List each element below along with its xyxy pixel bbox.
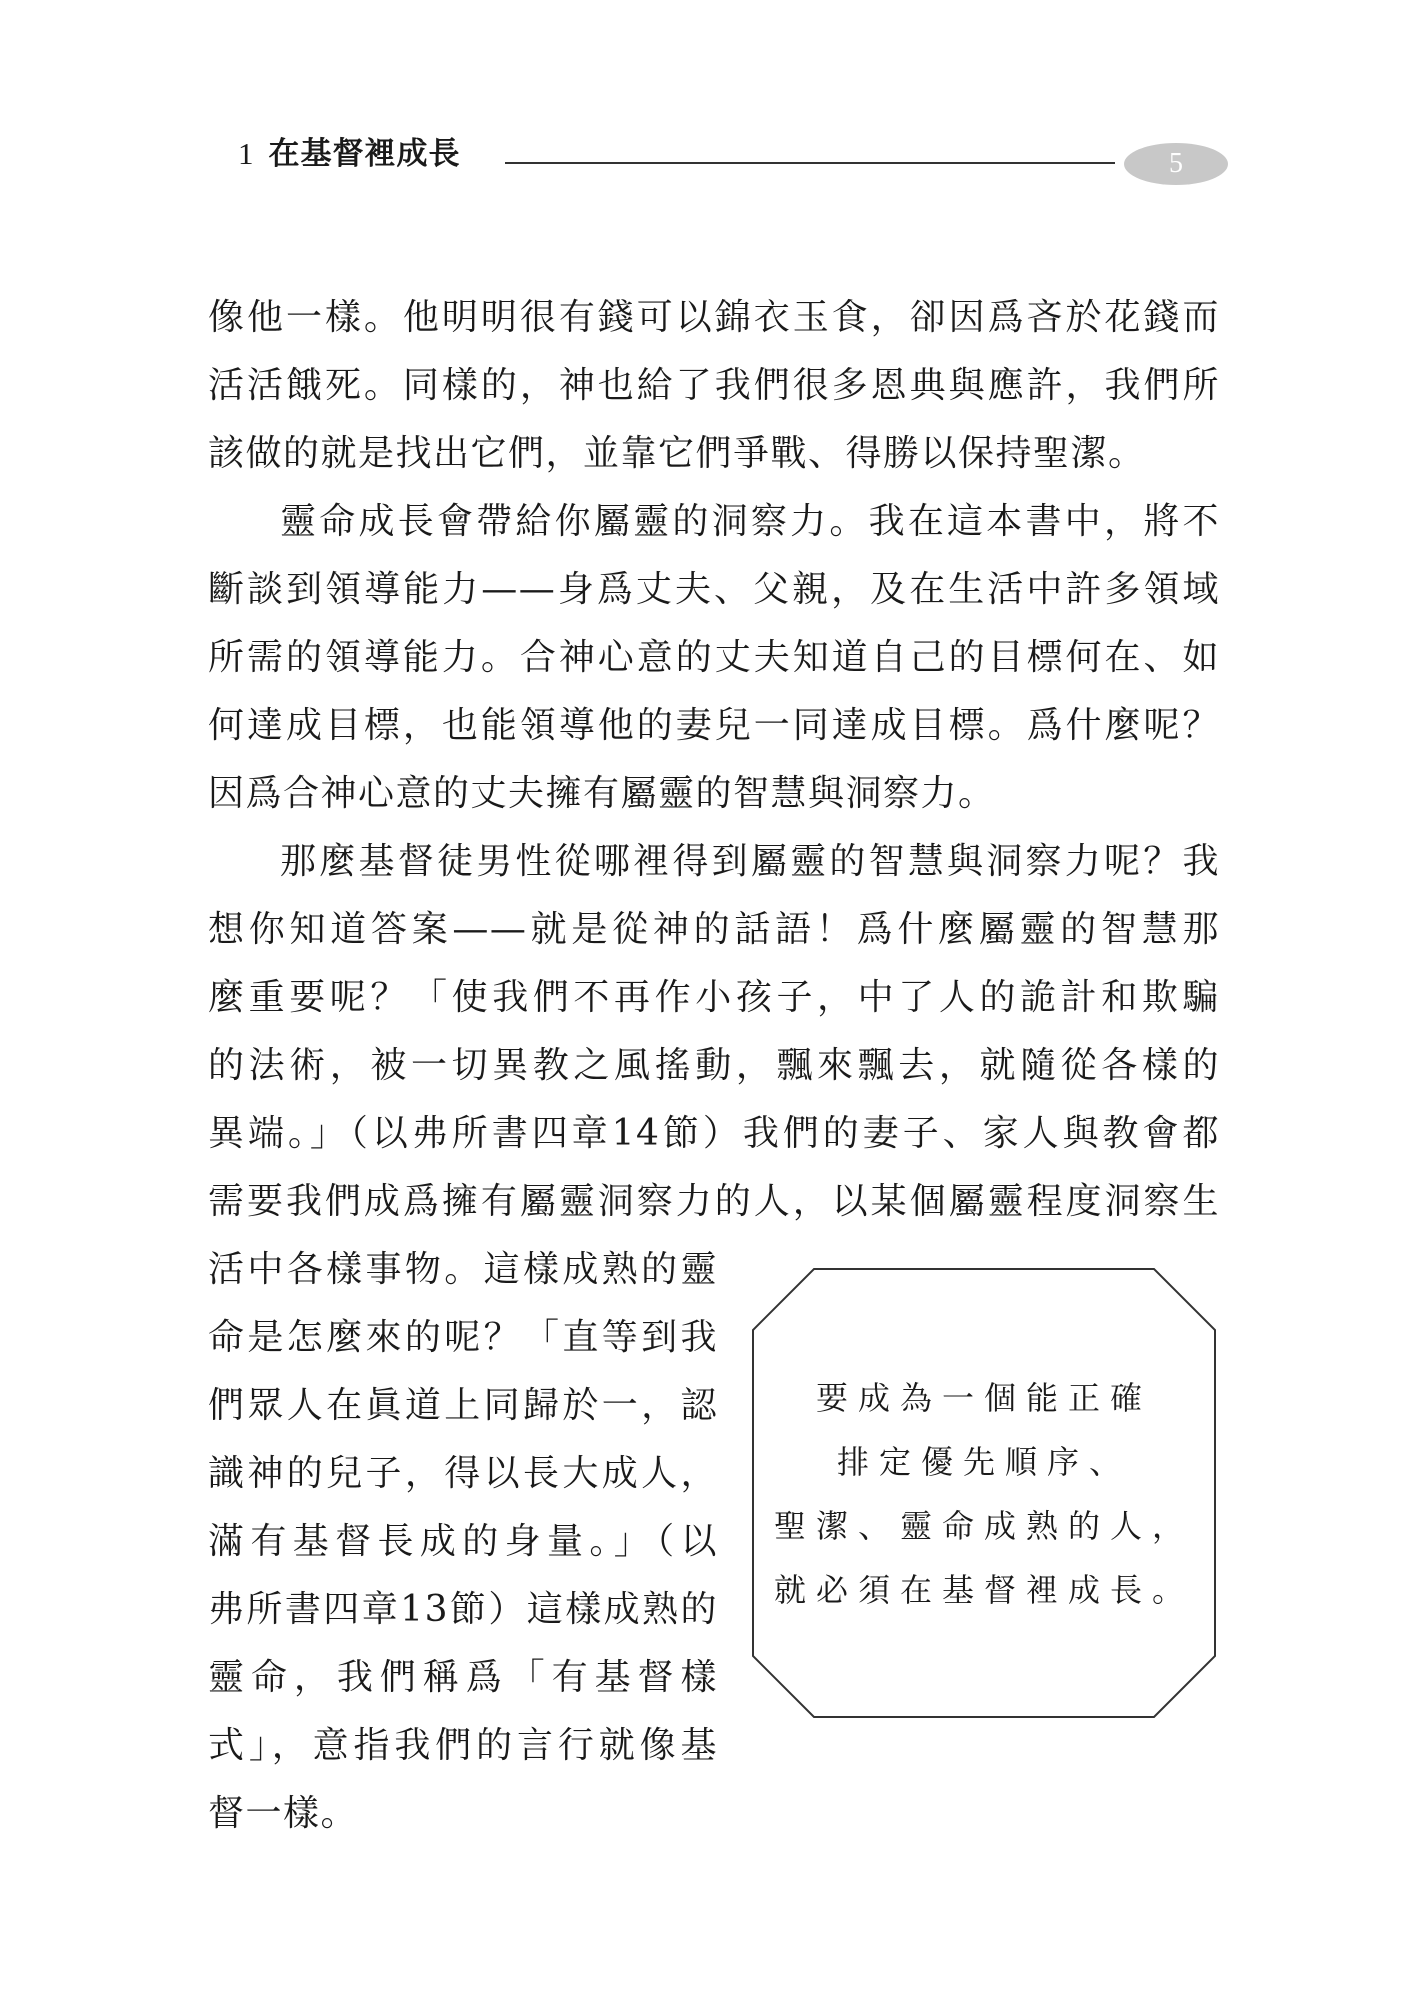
pull-quote-line: 排定優先順序、 — [836, 1443, 1131, 1481]
text-line: 活活餓死。同樣的，神也給了我們很多恩典與應許，我們所 — [208, 365, 1220, 406]
paragraph-3 — [208, 828, 1220, 1236]
text-line: 斷談到領導能力——身爲丈夫、父親，及在生活中許多領域 — [208, 569, 1220, 610]
chapter-heading — [238, 134, 461, 174]
text-line: 異端。」（以弗所書四章14節）我們的妻子、家人與教會都 — [208, 1113, 1220, 1154]
paragraph-2 — [208, 488, 1220, 828]
text-line: 何達成目標，也能領導他的妻兒一同達成目標。爲什麼呢？ — [208, 705, 1220, 746]
text-line: 的法術，被一切異教之風搖動，飄來飄去，就隨從各樣的 — [208, 1045, 1220, 1086]
pull-quote-line: 就必須在基督裡成長。 — [773, 1571, 1194, 1609]
pull-quote-line: 要成為一個能正確 — [815, 1379, 1152, 1417]
text-line: 靈命，我們稱爲「有基督樣 — [208, 1657, 718, 1698]
text-line: 想你知道答案——就是從神的話語！爲什麼屬靈的智慧那 — [208, 909, 1220, 950]
text-line: 因爲合神心意的丈夫擁有屬靈的智慧與洞察力。 — [208, 773, 996, 814]
text-line: 式」，意指我們的言行就像基 — [208, 1725, 718, 1766]
text-line: 識神的兒子，得以長大成人， — [208, 1453, 718, 1494]
pull-quote-box — [752, 1268, 1216, 1718]
page-number-badge — [1124, 143, 1228, 185]
text-line: 活中各樣事物。這樣成熟的靈 — [208, 1249, 718, 1290]
text-line: 像他一樣。他明明很有錢可以錦衣玉食，卻因爲吝於花錢而 — [208, 297, 1220, 338]
running-header — [0, 0, 1410, 200]
wrapped-text-column — [208, 1236, 718, 1848]
text-line: 們眾人在眞道上同歸於一，認 — [208, 1385, 718, 1426]
text-line: 該做的就是找出它們，並靠它們爭戰、得勝以保持聖潔。 — [208, 433, 1146, 474]
pull-quote-line: 聖潔、靈命成熟的人， — [773, 1507, 1194, 1545]
chapter-number: 1 — [238, 136, 255, 171]
text-line: 命是怎麼來的呢？「直等到我 — [208, 1317, 718, 1358]
pull-quote-text — [752, 1366, 1216, 1622]
text-line: 督一樣。 — [208, 1793, 359, 1834]
chapter-title: 在基督裡成長 — [268, 136, 461, 171]
main-text — [208, 284, 1220, 1236]
text-line: 麼重要呢？「使我們不再作小孩子，中了人的詭計和欺騙 — [208, 977, 1220, 1018]
text-line: 需要我們成爲擁有屬靈洞察力的人，以某個屬靈程度洞察生 — [208, 1181, 1220, 1222]
text-line: 靈命成長會帶給你屬靈的洞察力。我在這本書中，將不 — [280, 501, 1220, 542]
page-number: 5 — [1169, 148, 1183, 179]
text-line: 那麼基督徒男性從哪裡得到屬靈的智慧與洞察力呢？我 — [280, 841, 1220, 882]
text-line: 所需的領導能力。合神心意的丈夫知道自己的目標何在、如 — [208, 637, 1220, 678]
header-rule — [505, 162, 1115, 164]
paragraph-1 — [208, 284, 1220, 488]
text-line: 滿有基督長成的身量。」（以 — [208, 1521, 718, 1562]
text-line: 弗所書四章13節）這樣成熟的 — [208, 1589, 718, 1630]
